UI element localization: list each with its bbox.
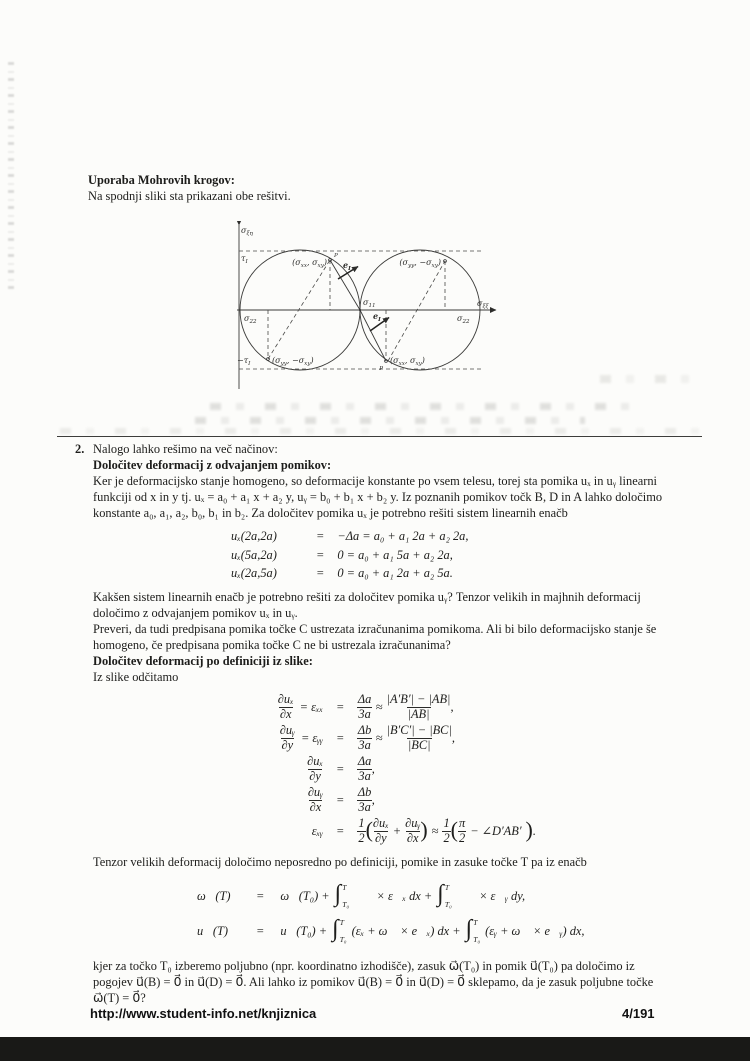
text-line: konstante a₀, a₁, a₂, b₀, b₁ in b₂. Za določitev pomika uₓ je potrebno rešiti sistem linearnih enačb xyxy=(93,506,568,520)
equation-row: uₓ(5a,2a) = 0 = a₀ + a₁ 5a + a₂ 2a, xyxy=(231,547,453,562)
footer-page-number: 4/191 xyxy=(622,1006,655,1021)
sigma22-left-label: $\sigma_{22}$ xyxy=(244,314,257,325)
pole-label-bottom: P xyxy=(379,366,383,372)
equation-row: $\frac{\text{∂uᵧ}}{\partial y}$ = εᵧᵧ = $\frac{\Delta b}{3a}$ ≈ $\frac{|B'C'| - |BC|}{|BC|}$ , xyxy=(279,722,455,752)
point-label-bottom-right: ($\sigma_{xx}$, $\sigma_{xy}$) xyxy=(390,356,425,367)
scan-artifact-left-edge xyxy=(8,62,14,294)
mohr-circles-diagram xyxy=(180,221,520,401)
integral-sign: ∫ T T₀ xyxy=(332,916,347,945)
text-line: Tenzor velikih deformacij določimo neposredno po definiciji, pomike in zasuke točke T pa iz enačb xyxy=(93,854,587,869)
text-line: Kakšen sistem linearnih enačb je potrebno rešiti za določitev pomika uᵧ? Tenzor velikih in majhnih deformacij xyxy=(93,589,641,604)
integral-sign: ∫ T T₀ xyxy=(334,881,350,910)
sigma11-point xyxy=(359,309,361,311)
section-2 xyxy=(75,441,709,1006)
text-line: ω⃗(T) = 0⃗? xyxy=(93,990,146,1005)
text-line: homogeno, če predpisana pomika točke C ne bi ustrezala izračunanima? xyxy=(93,637,451,652)
point-label-bottom-left: ($\sigma_{yy}$, $-\sigma_{xy}$) xyxy=(272,356,314,367)
dashed-diameter-left xyxy=(268,260,330,359)
scan-smudge xyxy=(195,417,585,424)
integral-sign: ∫ T T₀ xyxy=(437,881,452,910)
scan-smudge xyxy=(210,403,650,410)
dashed-diameter-right xyxy=(388,261,445,361)
intro-text: Na spodnji sliki sta prikazani obe rešitvi. xyxy=(88,189,291,203)
equation-row: ω⃗(T) = ω⃗(T₀) + ∫ T T₀ ∇⃗ × ε⃗ₓ dx + ∫ T T₀ ∇⃗ × ε⃗ᵧ dy, xyxy=(197,881,526,910)
equation-integrals xyxy=(197,879,709,949)
sigma22-right-label: $\sigma_{22}$ xyxy=(457,314,470,325)
intro-block xyxy=(88,172,291,204)
equation-row: u⃗(T) = u⃗(T₀) + ∫ T T₀ (εₓ + ω⃗ × e⃗ₓ) dx + ∫ T T₀ (εᵧ + ω⃗ × e⃗ᵧ) dx, xyxy=(197,916,585,945)
equation-row: uₓ(2a,5a) = 0 = a₀ + a₁ 2a + a₂ 5a. xyxy=(231,566,453,580)
equation-definitions xyxy=(219,692,709,847)
pole-label-top: P xyxy=(334,253,338,259)
equation-row: εₓᵧ = $\frac{1}{2}$ ( $\frac{\text{∂uₓ}}{\partial y}$ + $\frac{\text{∂uᵧ}}{\partial x}$ ) ≈ $\frac{1}{2}$ ( $\frac{\pi}{2}$ − ∠D′AB′ ) . xyxy=(311,815,536,845)
y-axis-label: $\sigma_{\xi\eta}$ xyxy=(241,226,253,237)
x-axis-label: $\sigma_{\xi\xi}$ xyxy=(477,299,489,310)
section-divider xyxy=(57,436,702,437)
tau-max-label: $\tau_I$ xyxy=(241,254,248,265)
e1-label-top: $e_I$ xyxy=(343,260,351,272)
sigma11-label: $\sigma_{11}$ xyxy=(363,298,376,309)
text-line: določimo z odvajanjem pomikov uₓ in uᵧ. xyxy=(93,605,298,620)
text-line: pogojev u⃗(B) = 0⃗ in u⃗(D) = 0⃗. Ali lahko iz pomikov u⃗(B) = 0⃗ in u⃗(D) = 0⃗ sklepamo, da je zasuk poljubne točke xyxy=(93,974,654,989)
e1-label-bottom: $e_I$ xyxy=(373,311,381,323)
subheading-definition: Določitev deformacij po definiciji iz slike: xyxy=(93,653,313,668)
scan-smudge xyxy=(60,428,700,434)
text-line: funkciji od x in y tj. uₓ = a₀ + a₁ x + a₂ y, uᵧ = b₀ + b₁ x + b₂ y. Iz poznanih pomikov točk B, D in A lahko določimo xyxy=(93,490,663,504)
text-line: Iz slike odčitamo xyxy=(93,669,179,684)
intro-heading: Uporaba Mohrovih krogov: xyxy=(88,173,235,187)
equation-row: $\frac{\text{∂uₓ}}{\partial y}$ = $\frac{\Delta a}{3a}$ , xyxy=(307,753,375,783)
scan-smudge xyxy=(600,375,690,383)
text-line: Nalogo lahko rešimo na več načinov: xyxy=(93,442,278,456)
equation-row: $\frac{\text{∂uᵧ}}{\partial x}$ = $\frac{\Delta b}{3a}$ , xyxy=(307,784,375,814)
footer-url: http://www.student-info.net/knjiznica xyxy=(90,1006,317,1021)
point-label-top-left: ($\sigma_{xx}$, $\sigma_{xy}$) xyxy=(292,258,327,269)
subheading-derivation: Določitev deformacij z odvajanjem pomikov: xyxy=(93,458,332,472)
item-number: 2. xyxy=(75,442,85,456)
integral-sign: ∫ T T₀ xyxy=(465,916,481,945)
equation-row: uₓ(2a,2a) = −Δa = a₀ + a₁ 2a + a₂ 2a, xyxy=(231,529,469,543)
text-line: kjer za točko T₀ izberemo poljubno (npr. koordinatno izhodišče), zasuk ω⃗(T₀) in pomik u⃗(T₀) pa določimo iz xyxy=(93,958,635,973)
tau-min-label: $-\tau_I$ xyxy=(237,356,251,367)
equation-system xyxy=(231,527,709,583)
equation-row: $\frac{\text{∂uₓ}}{\partial x}$ = εₓₓ = $\frac{\Delta a}{3a}$ ≈ $\frac{|A'B'| - |AB|}{|AB|}$ , xyxy=(277,691,454,721)
scan-edge-band xyxy=(0,1037,750,1061)
text-line: Preveri, da tudi predpisana pomika točke C ustrezata izračunanima pomikoma. Ali bi bilo deformacijsko stanje še xyxy=(93,621,657,636)
point-label-top-right: ($\sigma_{yy}$, $-\sigma_{xy}$) xyxy=(399,258,441,269)
text-line: Ker je deformacijsko stanje homogeno, so deformacije konstante po vsem telesu, torej sta pomika uₓ in uᵧ linearni xyxy=(93,474,657,488)
